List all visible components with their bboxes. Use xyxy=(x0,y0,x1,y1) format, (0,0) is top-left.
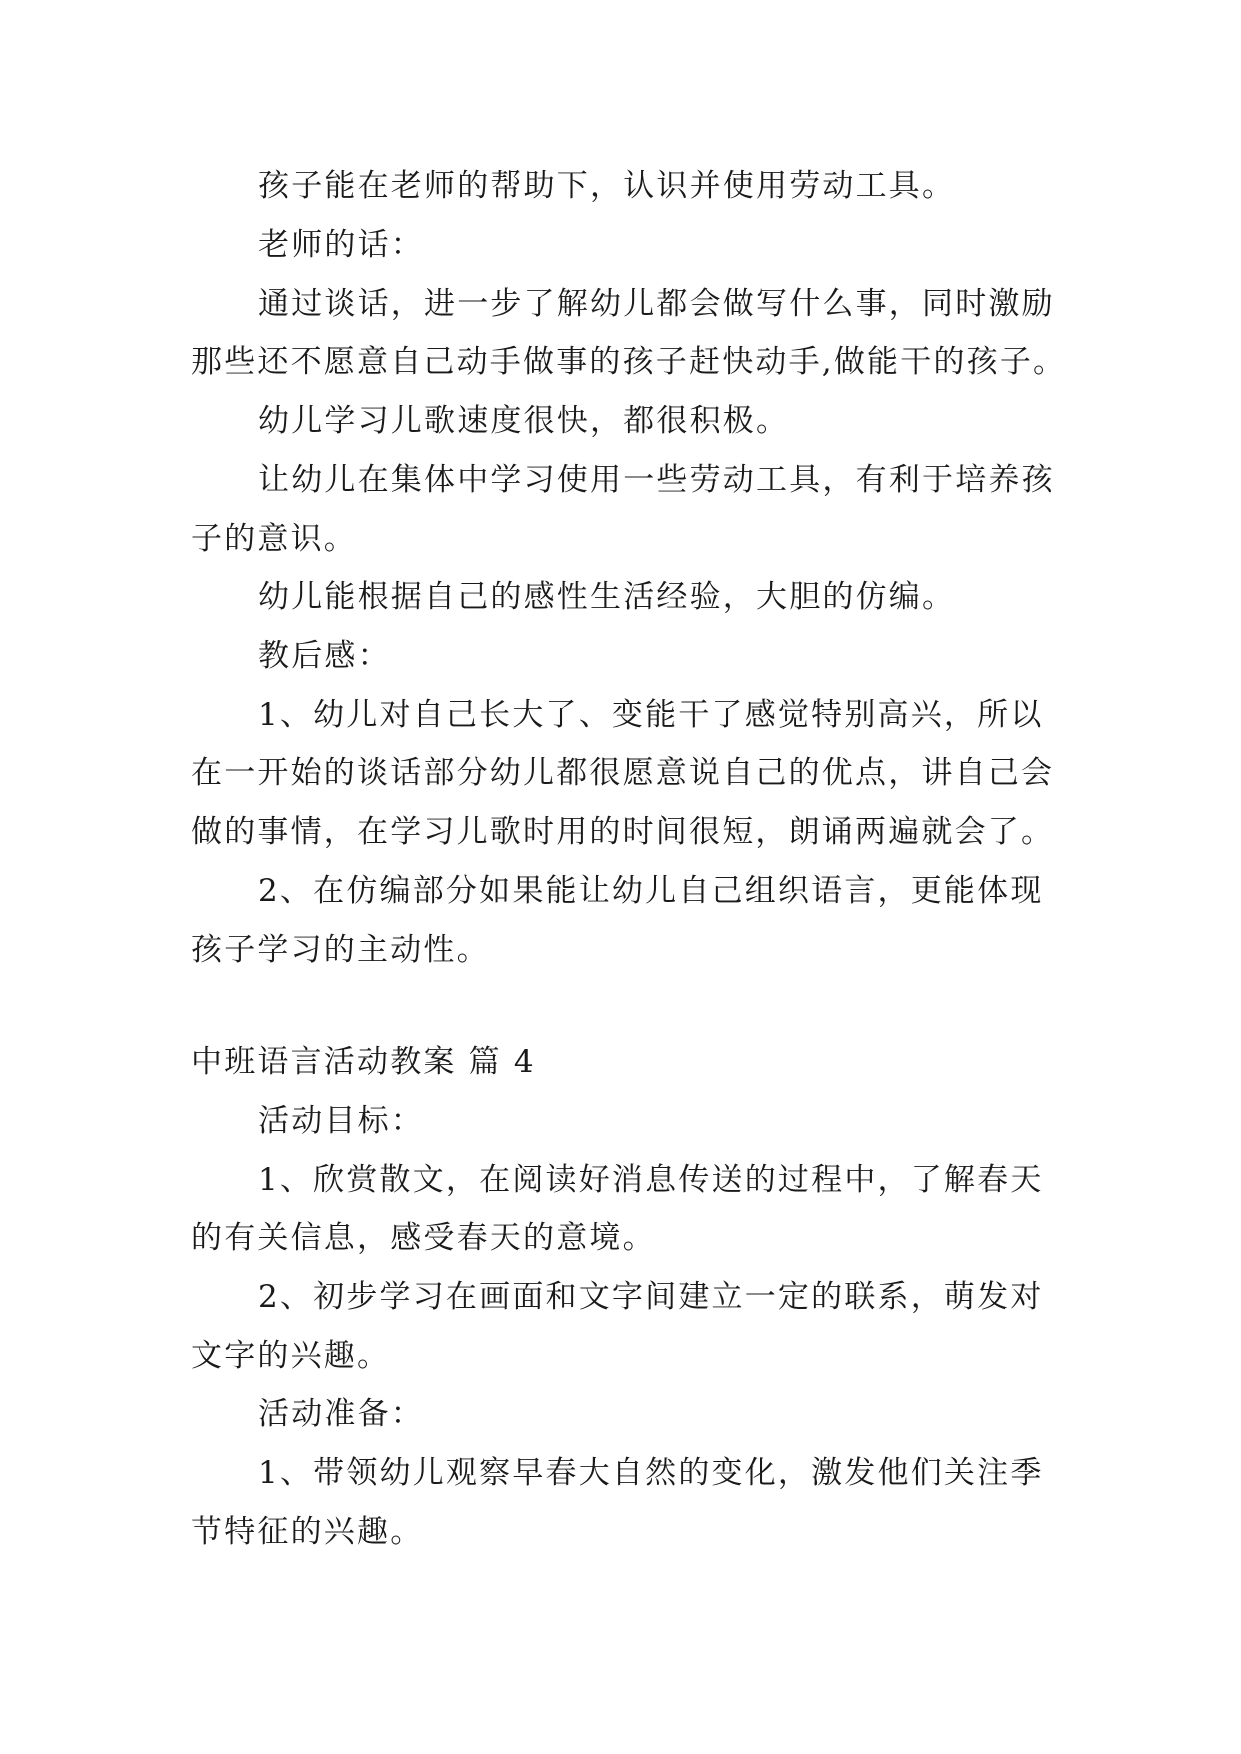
paragraph-line: 1、幼儿对自己长大了、变能干了感觉特别高兴，所以 xyxy=(258,697,1044,733)
paragraph-line: 教后感： xyxy=(258,638,391,674)
paragraph-line: 活动目标： xyxy=(258,1103,424,1139)
paragraph-line: 子的意识。 xyxy=(191,521,357,557)
paragraph-line: 幼儿学习儿歌速度很快，都很积极。 xyxy=(258,403,790,439)
paragraph-line: 2、在仿编部分如果能让幼儿自己组织语言，更能体现 xyxy=(258,873,1044,909)
paragraph-line: 老师的话： xyxy=(258,227,424,263)
paragraph-line: 1、带领幼儿观察早春大自然的变化，激发他们关注季 xyxy=(258,1455,1044,1491)
paragraph-line: 活动准备： xyxy=(258,1396,424,1432)
paragraph-line: 的有关信息，感受春天的意境。 xyxy=(191,1220,656,1256)
paragraph-line: 孩子能在老师的帮助下，认识并使用劳动工具。 xyxy=(258,168,956,204)
paragraph-line: 那些还不愿意自己动手做事的孩子赶快动手,做能干的孩子。 xyxy=(191,344,1067,380)
paragraph-line: 文字的兴趣。 xyxy=(191,1338,391,1374)
section-heading: 中班语言活动教案 篇 4 xyxy=(191,1044,536,1080)
paragraph-line: 节特征的兴趣。 xyxy=(191,1514,424,1550)
paragraph-line: 让幼儿在集体中学习使用一些劳动工具，有利于培养孩 xyxy=(258,462,1055,498)
paragraph-line: 1、欣赏散文，在阅读好消息传送的过程中，了解春天 xyxy=(258,1162,1044,1198)
paragraph-line: 幼儿能根据自己的感性生活经验，大胆的仿编。 xyxy=(258,579,956,615)
paragraph-line: 在一开始的谈话部分幼儿都很愿意说自己的优点，讲自己会 xyxy=(191,755,1055,791)
paragraph-line: 做的事情，在学习儿歌时用的时间很短，朗诵两遍就会了。 xyxy=(191,814,1055,850)
paragraph-line: 通过谈话，进一步了解幼儿都会做写什么事，同时激励 xyxy=(258,286,1055,322)
paragraph-line: 2、初步学习在画面和文字间建立一定的联系，萌发对 xyxy=(258,1279,1044,1315)
paragraph-line: 孩子学习的主动性。 xyxy=(191,932,490,968)
